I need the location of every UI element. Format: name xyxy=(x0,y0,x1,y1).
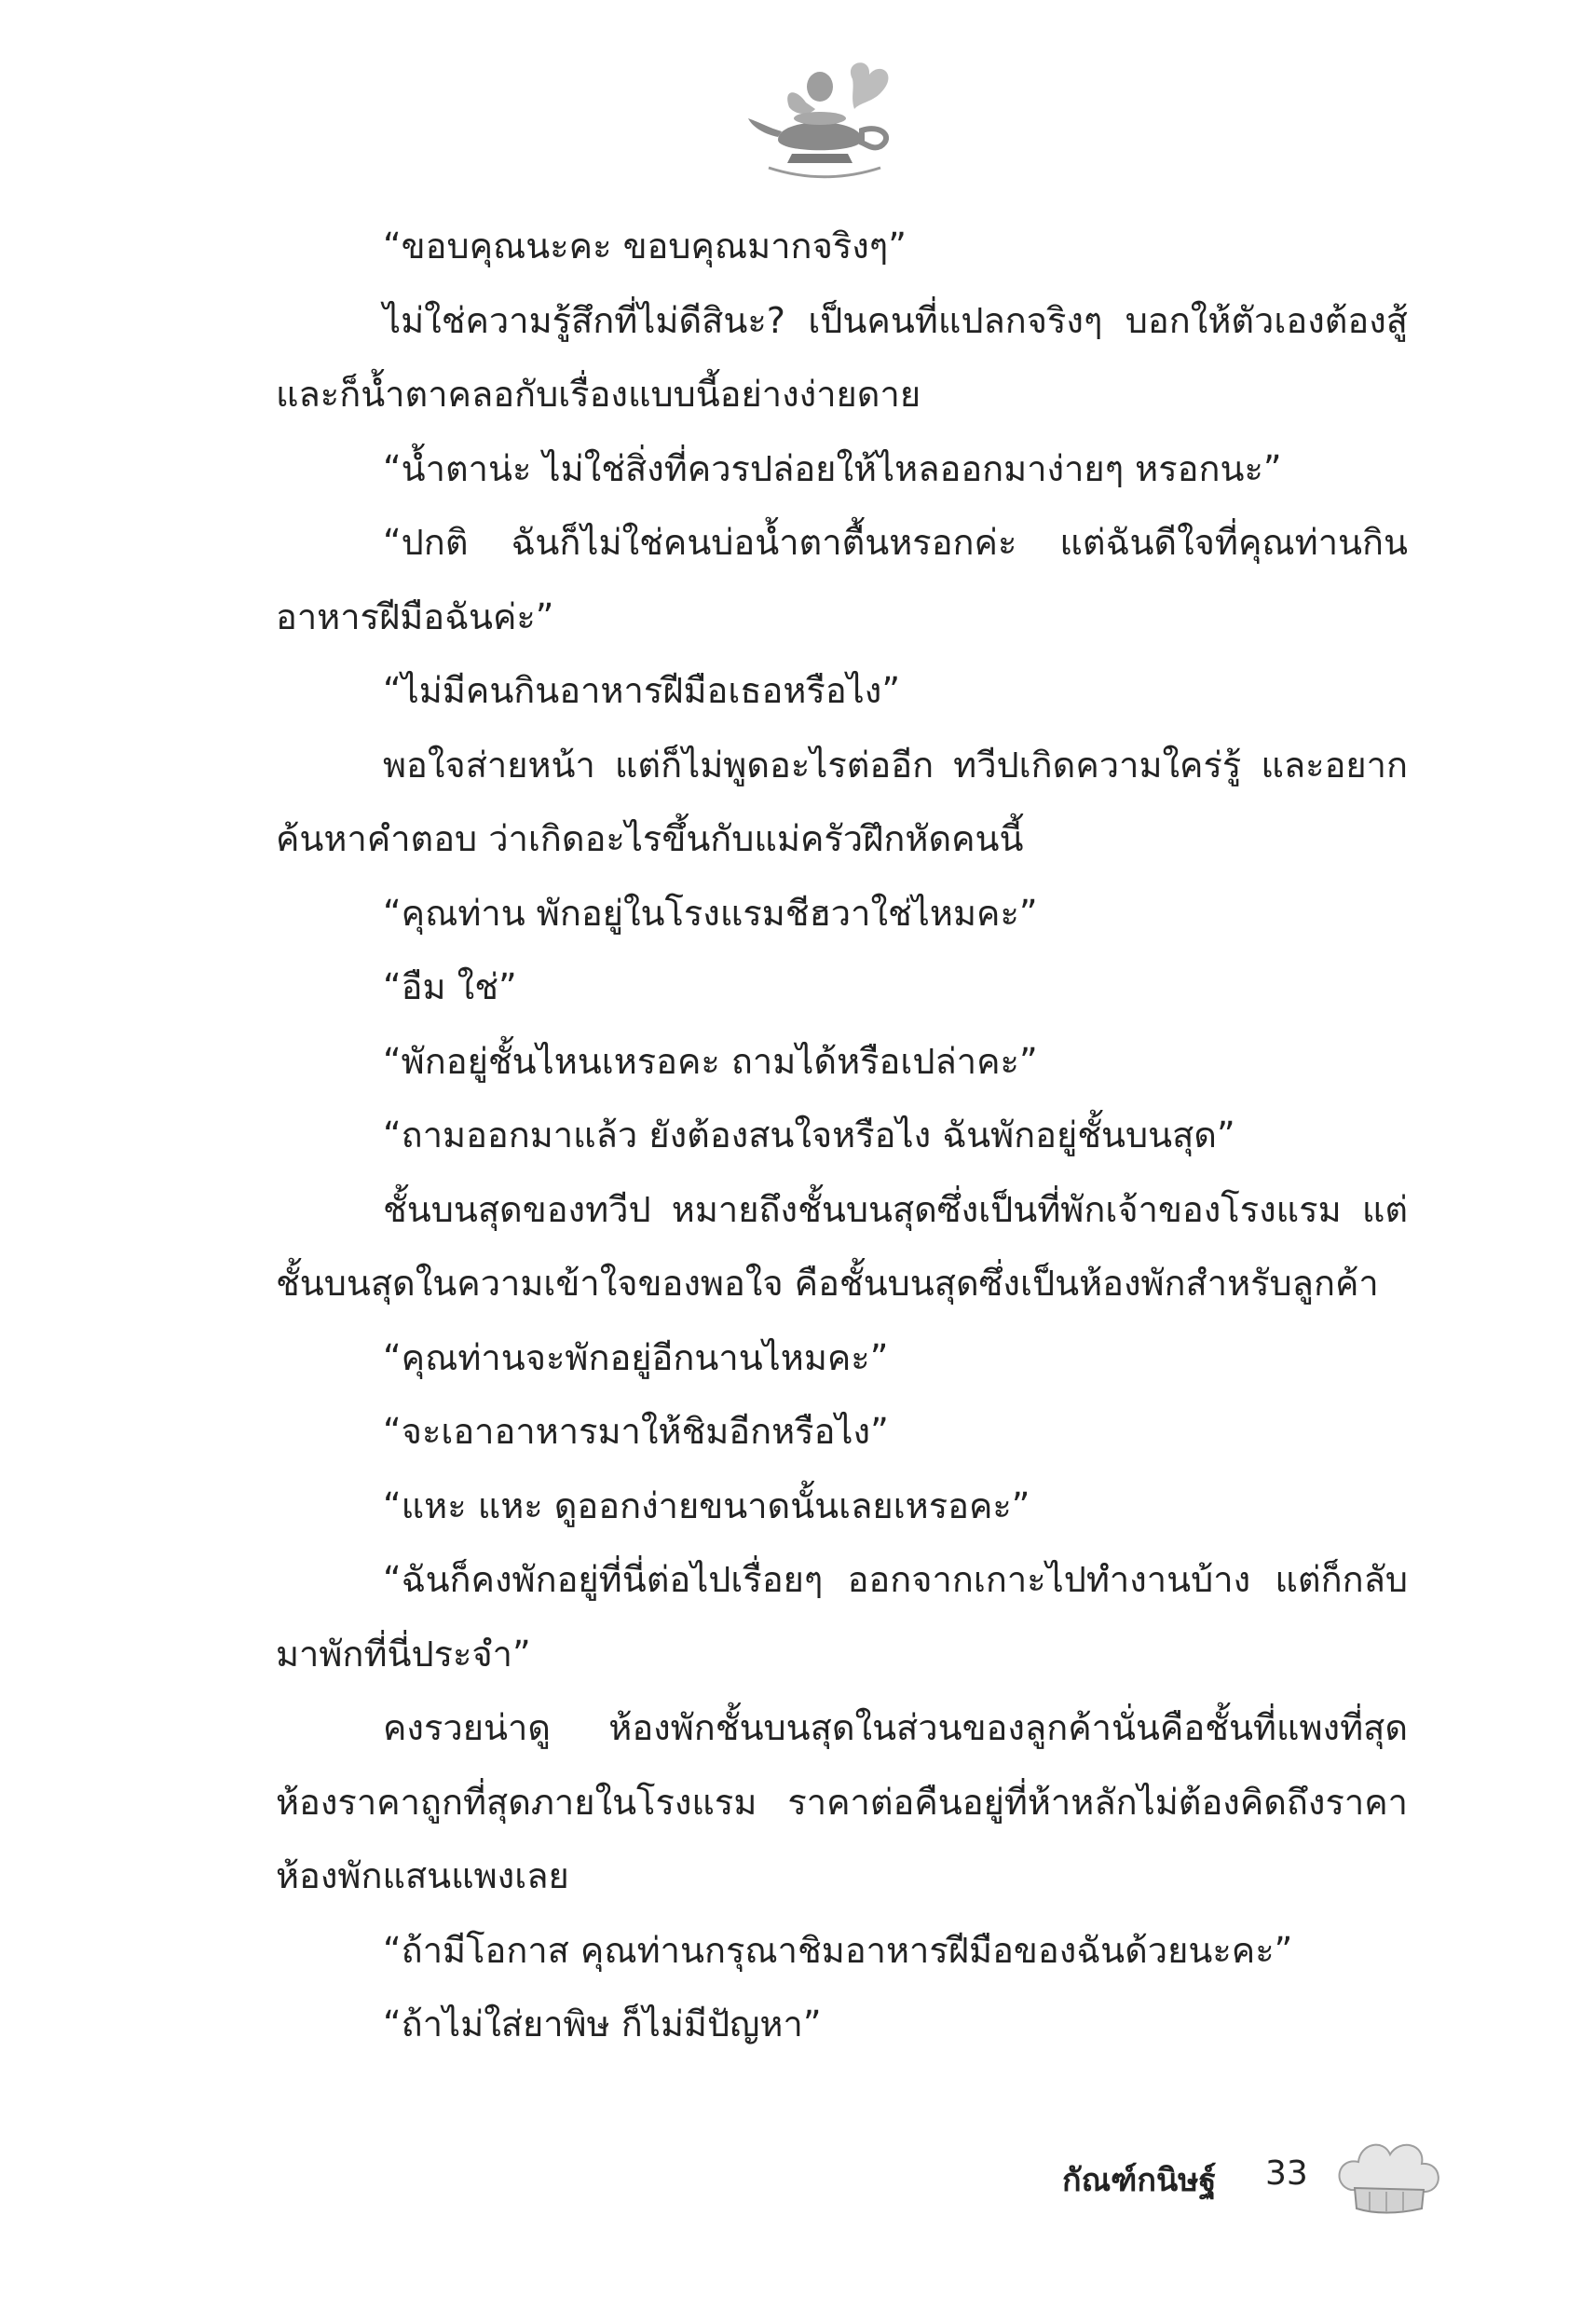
cupid-teapot-icon xyxy=(741,51,908,182)
paragraph: ชั้นบนสุดของทวีป หมายถึงชั้นบนสุดซึ่งเป็นที่พักเจ้าของโรงแรม แต่ชั้นบนสุดในความเข้าใจของพอใจ คือชั้นบนสุดซึ่งเป็นห้องพักสำหรับลูกค้า xyxy=(276,1188,1408,1304)
paragraph: “น้ำตาน่ะ ไม่ใช่สิ่งที่ควรปล่อยให้ไหลออกมาง่ายๆ หรอกนะ” xyxy=(383,447,1282,489)
paragraph: “ปกติ ฉันก็ไม่ใช่คนบ่อน้ำตาตื้นหรอกค่ะ แต่ฉันดีใจที่คุณท่านกินอาหารฝีมือฉันค่ะ” xyxy=(276,522,1408,637)
paragraph: “จะเอาอาหารมาให้ชิมอีกหรือไง” xyxy=(383,1411,889,1452)
page-number: 33 xyxy=(1265,2154,1308,2193)
paragraph: ไม่ใช่ความรู้สึกที่ไม่ดีสินะ? เป็นคนที่แปลกจริงๆ บอกให้ตัวเองต้องสู้ และก็น้ำตาคลอกับเรื่องแบบนี้อย่างง่ายดาย xyxy=(276,299,1408,415)
paragraph: “ถ้าไม่ใส่ยาพิษ ก็ไม่มีปัญหา” xyxy=(383,2003,822,2044)
paragraph: คงรวยน่าดู ห้องพักชั้นบนสุดในส่วนของลูกค้านั่นคือชั้นที่แพงที่สุด ห้องราคาถูกที่สุดภายในโรงแรม ราคาต่อคืนอยู่ที่ห้าหลักไม่ต้องคิดถึงราคาห้องพักแสนแพงเลย xyxy=(276,1707,1408,1896)
paragraph: “ไม่มีคนกินอาหารฝีมือเธอหรือไง” xyxy=(383,670,901,711)
paragraph: “ขอบคุณนะคะ ขอบคุณมากจริงๆ” xyxy=(383,226,907,267)
paragraph: “คุณท่าน พักอยู่ในโรงแรมชีฮวาใช่ไหมคะ” xyxy=(383,892,1038,934)
chef-hat-icon xyxy=(1332,2134,1444,2227)
paragraph: “พักอยู่ชั้นไหนเหรอคะ ถามได้หรือเปล่าคะ” xyxy=(383,1040,1038,1082)
paragraph: “ฉันก็คงพักอยู่ที่นี่ต่อไปเรื่อยๆ ออกจากเกาะไปทำงานบ้าง แต่ก็กลับมาพักที่นี่ประจำ” xyxy=(276,1559,1408,1675)
author-name: กัณฑ์กนิษฐ์ xyxy=(1062,2162,1217,2199)
paragraph: “คุณท่านจะพักอยู่อีกนานไหมคะ” xyxy=(383,1336,889,1378)
paragraph: “ถามออกมาแล้ว ยังต้องสนใจหรือไง ฉันพักอยู่ชั้นบนสุด” xyxy=(383,1114,1235,1156)
paragraph: พอใจส่ายหน้า แต่ก็ไม่พูดอะไรต่ออีก ทวีปเกิดความใคร่รู้ และอยากค้นหาคำตอบ ว่าเกิดอะไรขึ้นกับแม่ครัวฝึกหัดคนนี้ xyxy=(276,744,1408,859)
paragraph: “แหะ แหะ ดูออกง่ายขนาดนั้นเลยเหรอคะ” xyxy=(383,1484,1030,1526)
paragraph: “ถ้ามีโอกาส คุณท่านกรุณาชิมอาหารฝีมือของฉันด้วยนะคะ” xyxy=(383,1929,1293,1971)
paragraph: “อืม ใช่” xyxy=(383,966,517,1007)
story-text xyxy=(276,210,1408,2062)
page-footer xyxy=(1062,2134,1453,2227)
